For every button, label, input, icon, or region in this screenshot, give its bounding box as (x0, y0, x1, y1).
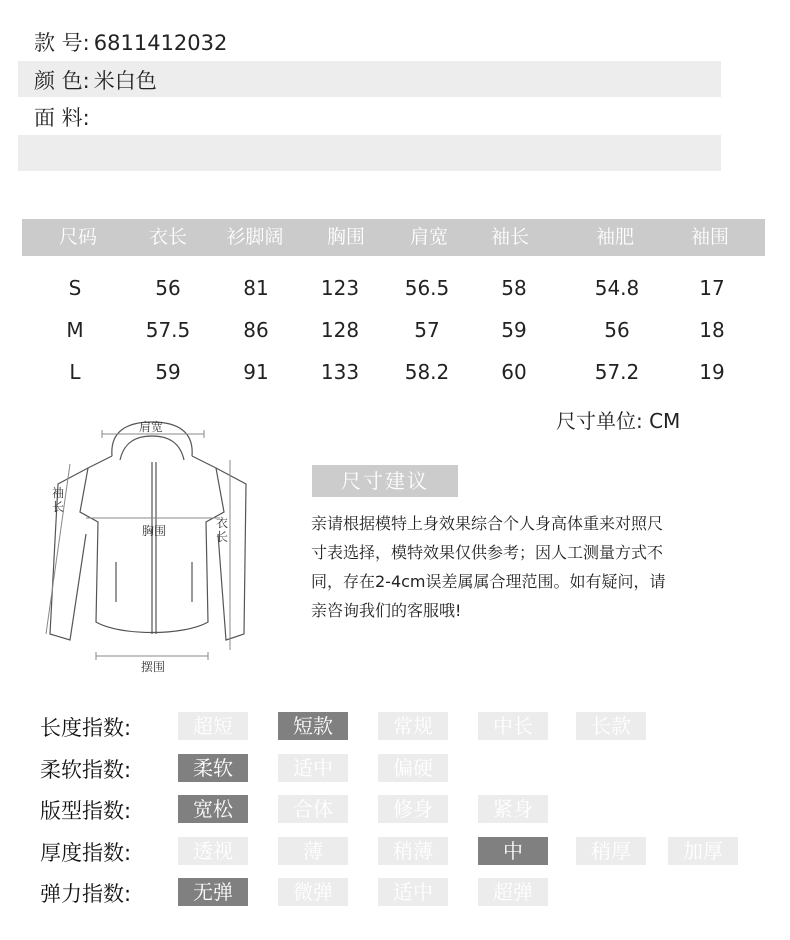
table-cell: 58.2 (404, 360, 450, 384)
advice-line: 同，存在2-4cm误差属属合理范围。如有疑问，请 (311, 572, 666, 591)
header-sleeve-length: 袖长 (490, 226, 529, 248)
table-cell: 57.2 (594, 360, 640, 384)
elasticity-index-label: 弹力指数: (40, 882, 132, 906)
fit-option-selected: 宽松 (178, 795, 248, 823)
fit-option: 修身 (378, 795, 448, 823)
style-number-label: 款 号: (34, 31, 90, 55)
color-value: 米白色 (93, 69, 157, 93)
table-cell: 57 (414, 318, 440, 342)
diagram-label-chest: 胸围 (142, 524, 167, 538)
table-row (0, 318, 790, 348)
diagram-label-sleeve: 袖长 (52, 486, 65, 514)
fabric-info (34, 102, 94, 132)
size-advice-title: 尺寸建议 (312, 465, 458, 497)
length-option: 长款 (576, 712, 646, 740)
table-cell: 58 (501, 276, 527, 300)
advice-line: 亲请根据模特上身效果综合个人身高体重来对照尺 (311, 514, 664, 533)
size-unit-note: 尺寸单位: CM (556, 409, 681, 433)
elasticity-option: 微弹 (278, 878, 348, 906)
color-info (34, 65, 157, 95)
table-cell: 123 (320, 276, 360, 300)
header-hem: 衫脚阔 (226, 226, 284, 248)
table-cell: 128 (320, 318, 360, 342)
elasticity-option: 超弹 (478, 878, 548, 906)
color-label: 颜 色: (34, 69, 90, 93)
table-cell: 18 (699, 318, 725, 342)
table-cell: 56 (604, 318, 630, 342)
table-cell: L (69, 360, 81, 384)
header-sleeve-width: 袖肥 (595, 226, 634, 248)
table-cell: 17 (699, 276, 725, 300)
header-size: 尺码 (58, 226, 97, 248)
color-row (18, 61, 721, 97)
elasticity-option: 适中 (378, 878, 448, 906)
fit-option: 紧身 (478, 795, 548, 823)
table-cell: 86 (243, 318, 269, 342)
size-table-header (22, 219, 765, 256)
thickness-option: 薄 (278, 837, 348, 865)
diagram-label-hem: 摆围 (141, 660, 166, 674)
header-cuff: 袖围 (690, 226, 729, 248)
thickness-option-selected: 中 (478, 837, 548, 865)
style-number (34, 27, 227, 57)
thickness-option: 透视 (178, 837, 248, 865)
softness-option: 适中 (278, 754, 348, 782)
softness-option-selected: 柔软 (178, 754, 248, 782)
thickness-option: 加厚 (668, 837, 738, 865)
style-number-row (18, 23, 721, 59)
table-row (0, 276, 790, 306)
table-cell: 60 (501, 360, 527, 384)
softness-index-label: 柔软指数: (40, 758, 132, 782)
advice-line: 寸表选择，模特效果仅供参考；因人工测量方式不 (311, 543, 664, 562)
style-number-value: 6811412032 (93, 31, 228, 55)
length-option: 超短 (178, 712, 248, 740)
table-cell: 81 (243, 276, 269, 300)
table-cell: 19 (699, 360, 725, 384)
thickness-option: 稍厚 (576, 837, 646, 865)
fit-option: 合体 (278, 795, 348, 823)
advice-line: 亲咨询我们的客服哦! (311, 601, 462, 620)
thickness-option: 稍薄 (378, 837, 448, 865)
length-option: 中长 (478, 712, 548, 740)
length-option: 常规 (378, 712, 448, 740)
table-cell: 56.5 (404, 276, 450, 300)
fabric-row (18, 98, 721, 134)
fabric-label: 面 料: (34, 106, 90, 130)
table-cell: 59 (155, 360, 181, 384)
table-cell: 133 (320, 360, 360, 384)
table-cell: S (68, 276, 82, 300)
table-cell: 57.5 (145, 318, 191, 342)
table-cell: M (66, 318, 84, 342)
elasticity-option-selected: 无弹 (178, 878, 248, 906)
header-chest: 胸围 (326, 226, 365, 248)
table-cell: 59 (501, 318, 527, 342)
thickness-index-label: 厚度指数: (40, 841, 132, 865)
diagram-label-shoulder: 肩宽 (139, 420, 164, 434)
header-length: 衣长 (148, 226, 187, 248)
table-cell: 54.8 (594, 276, 640, 300)
fit-index-label: 版型指数: (40, 799, 132, 823)
length-index-label: 长度指数: (40, 716, 132, 740)
softness-option: 偏硬 (378, 754, 448, 782)
length-option-selected: 短款 (278, 712, 348, 740)
header-shoulder: 肩宽 (409, 226, 448, 248)
diagram-label-length: 衣长 (216, 516, 229, 544)
table-cell: 56 (155, 276, 181, 300)
fabric-detail-row (18, 135, 721, 171)
table-row (0, 360, 790, 390)
table-cell: 91 (243, 360, 269, 384)
